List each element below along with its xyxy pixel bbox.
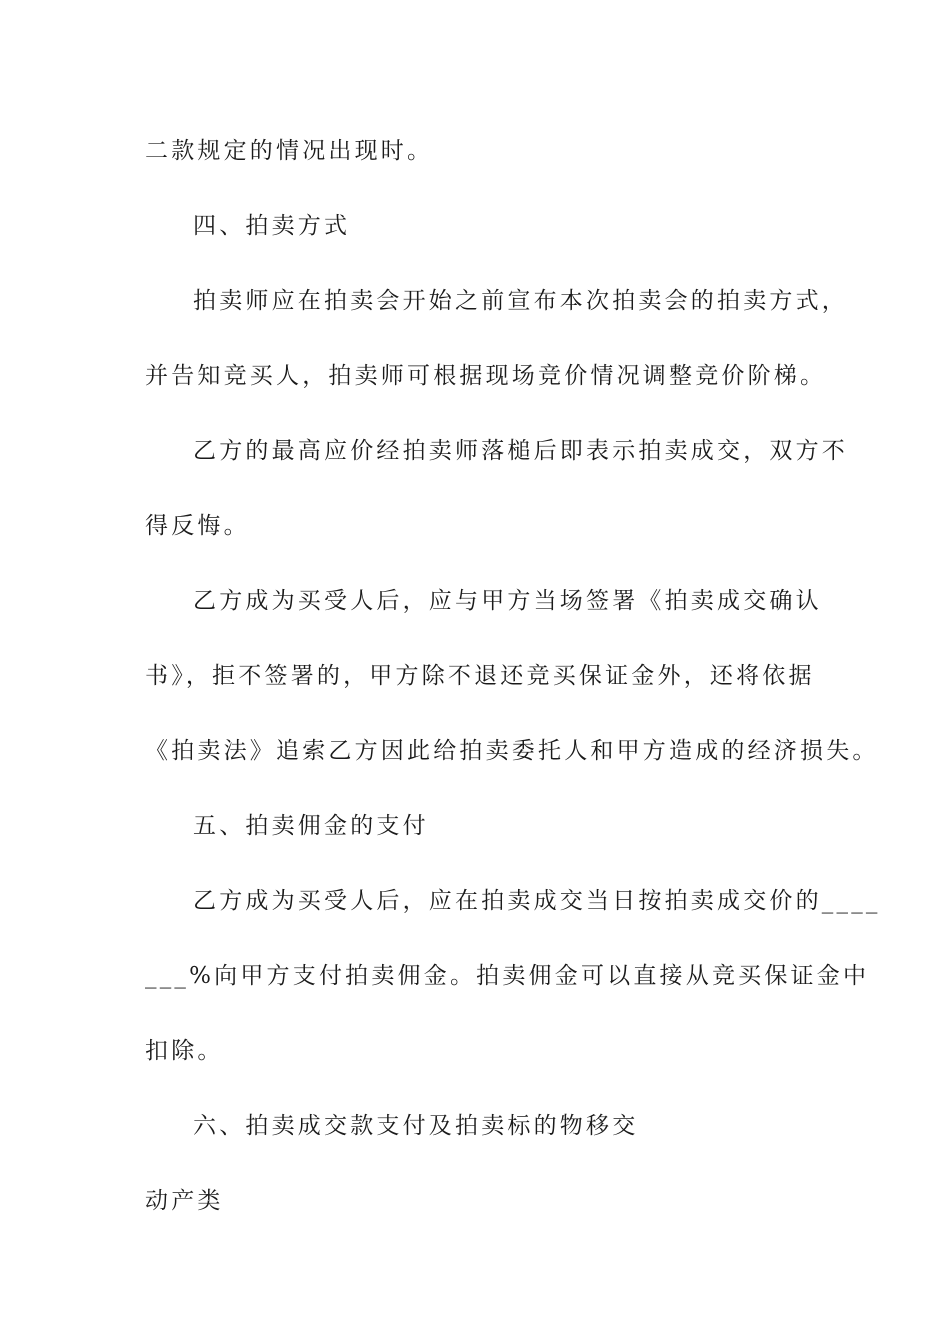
paragraph-line: 得反悔。 [145, 513, 250, 539]
paragraph-line: 二款规定的情况出现时。 [145, 138, 434, 164]
section-heading: 六、拍卖成交款支付及拍卖标的物移交 [193, 1113, 639, 1139]
subheading-line: 动产类 [145, 1188, 224, 1214]
paragraph-line: 书》，拒不签署的，甲方除不退还竞买保证金外，还将依据 [145, 663, 815, 689]
paragraph-line: 《拍卖法》追索乙方因此给拍卖委托人和甲方造成的经济损失。 [145, 738, 879, 764]
section-heading: 五、拍卖佣金的支付 [193, 813, 429, 839]
paragraph-line: 并告知竞买人，拍卖师可根据现场竞价情况调整竞价阶梯。 [145, 363, 827, 389]
paragraph-line: 乙方成为买受人后，应与甲方当场签署《拍卖成交确认 [193, 588, 822, 614]
paragraph-line: 扣除。 [145, 1038, 224, 1064]
paragraph-line: 乙方成为买受人后，应在拍卖成交当日按拍卖成交价的____ [193, 888, 881, 914]
section-heading: 四、拍卖方式 [193, 213, 351, 239]
paragraph-line: 乙方的最高应价经拍卖师落槌后即表示拍卖成交，双方不 [193, 438, 848, 464]
paragraph-line: 拍卖师应在拍卖会开始之前宣布本次拍卖会的拍卖方式， [193, 288, 848, 314]
paragraph-line: ___%向甲方支付拍卖佣金。拍卖佣金可以直接从竞买保证金中 [145, 963, 870, 989]
